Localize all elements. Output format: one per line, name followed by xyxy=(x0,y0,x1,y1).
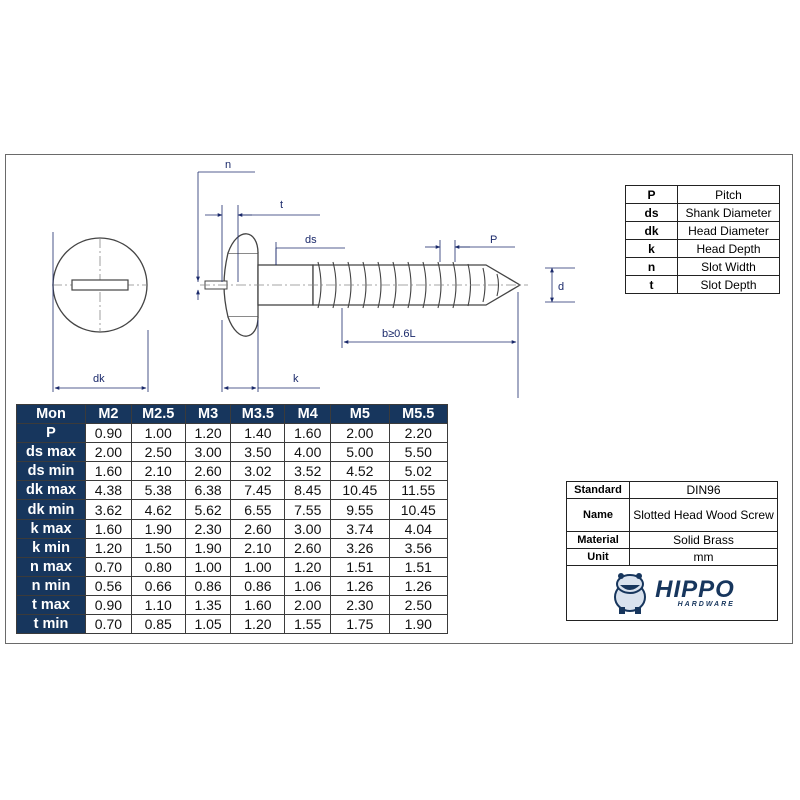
spec-row-label: n min xyxy=(17,576,86,595)
spec-cell: 0.86 xyxy=(231,576,285,595)
spec-cell: 2.30 xyxy=(185,519,231,538)
spec-cell: 5.62 xyxy=(185,500,231,519)
spec-row xyxy=(17,500,448,519)
dim-label-k: k xyxy=(293,373,299,385)
spec-cell: 10.45 xyxy=(331,481,389,500)
spec-cell: 0.70 xyxy=(86,557,132,576)
dimension-spec-table xyxy=(16,404,448,634)
spec-cell: 1.90 xyxy=(131,519,185,538)
spec-column-header: M5 xyxy=(331,405,389,424)
spec-cell: 1.10 xyxy=(131,595,185,614)
legend-symbol: dk xyxy=(626,222,678,240)
legend-meaning: Head Diameter xyxy=(678,222,780,240)
legend-meaning: Slot Depth xyxy=(678,276,780,294)
product-info-table xyxy=(566,481,778,621)
spec-row-label: t max xyxy=(17,595,86,614)
spec-cell: 1.06 xyxy=(285,576,331,595)
spec-row xyxy=(17,576,448,595)
spec-row xyxy=(17,557,448,576)
info-key: Name xyxy=(567,499,630,532)
spec-cell: 8.45 xyxy=(285,481,331,500)
legend-row xyxy=(626,240,780,258)
info-row-standard xyxy=(567,482,778,499)
spec-cell: 1.60 xyxy=(86,519,132,538)
screw-side-view xyxy=(200,234,528,336)
spec-column-header: M4 xyxy=(285,405,331,424)
spec-column-header: Mon xyxy=(17,405,86,424)
spec-cell: 2.10 xyxy=(131,462,185,481)
spec-cell: 3.62 xyxy=(86,500,132,519)
spec-cell: 5.50 xyxy=(389,443,447,462)
legend-meaning: Shank Diameter xyxy=(678,204,780,222)
spec-cell: 1.90 xyxy=(185,538,231,557)
spec-cell: 5.38 xyxy=(131,481,185,500)
spec-row xyxy=(17,538,448,557)
spec-cell: 1.51 xyxy=(389,557,447,576)
spec-row-label: t min xyxy=(17,615,86,634)
spec-cell: 3.26 xyxy=(331,538,389,557)
dim-label-p: P xyxy=(490,234,498,246)
dim-label-t: t xyxy=(280,199,284,211)
legend-row xyxy=(626,186,780,204)
legend-meaning: Slot Width xyxy=(678,258,780,276)
spec-cell: 5.02 xyxy=(389,462,447,481)
info-key: Material xyxy=(567,532,630,549)
spec-row xyxy=(17,481,448,500)
spec-cell: 10.45 xyxy=(389,500,447,519)
spec-cell: 0.70 xyxy=(86,615,132,634)
info-key: Unit xyxy=(567,549,630,566)
spec-cell: 7.45 xyxy=(231,481,285,500)
spec-cell: 1.26 xyxy=(389,576,447,595)
spec-cell: 2.60 xyxy=(285,538,331,557)
spec-cell: 0.80 xyxy=(131,557,185,576)
spec-cell: 1.60 xyxy=(86,462,132,481)
spec-cell: 2.50 xyxy=(131,443,185,462)
spec-cell: 2.00 xyxy=(285,595,331,614)
spec-cell: 1.00 xyxy=(131,424,185,443)
info-row-unit xyxy=(567,549,778,566)
spec-cell: 2.10 xyxy=(231,538,285,557)
spec-cell: 0.56 xyxy=(86,576,132,595)
spec-cell: 9.55 xyxy=(331,500,389,519)
spec-cell: 2.30 xyxy=(331,595,389,614)
spec-column-header: M3 xyxy=(185,405,231,424)
info-value: Slotted Head Wood Screw xyxy=(630,499,778,532)
symbol-legend-table xyxy=(625,185,780,294)
hippo-mascot-icon xyxy=(609,571,651,615)
legend-symbol: t xyxy=(626,276,678,294)
spec-cell: 1.05 xyxy=(185,615,231,634)
info-key: Standard xyxy=(567,482,630,499)
legend-symbol: n xyxy=(626,258,678,276)
spec-row xyxy=(17,615,448,634)
spec-column-header: M2 xyxy=(86,405,132,424)
info-value: mm xyxy=(630,549,778,566)
spec-cell: 1.75 xyxy=(331,615,389,634)
info-value: Solid Brass xyxy=(630,532,778,549)
spec-row-label: k max xyxy=(17,519,86,538)
legend-symbol: P xyxy=(626,186,678,204)
head-top-view xyxy=(52,232,148,392)
spec-cell: 0.86 xyxy=(185,576,231,595)
spec-row xyxy=(17,519,448,538)
spec-cell: 1.90 xyxy=(389,615,447,634)
spec-cell: 0.85 xyxy=(131,615,185,634)
spec-cell: 3.56 xyxy=(389,538,447,557)
spec-cell: 4.04 xyxy=(389,519,447,538)
spec-row-label: P xyxy=(17,424,86,443)
spec-cell: 3.50 xyxy=(231,443,285,462)
spec-column-header: M5.5 xyxy=(389,405,447,424)
spec-cell: 3.74 xyxy=(331,519,389,538)
spec-cell: 4.52 xyxy=(331,462,389,481)
dim-label-ds: ds xyxy=(305,234,317,246)
spec-column-header: M3.5 xyxy=(231,405,285,424)
legend-symbol: ds xyxy=(626,204,678,222)
spec-cell: 3.00 xyxy=(285,519,331,538)
spec-cell: 0.90 xyxy=(86,424,132,443)
spec-cell: 0.66 xyxy=(131,576,185,595)
spec-row xyxy=(17,595,448,614)
spec-cell: 3.00 xyxy=(185,443,231,462)
spec-cell: 2.50 xyxy=(389,595,447,614)
legend-meaning: Head Depth xyxy=(678,240,780,258)
spec-cell: 2.60 xyxy=(185,462,231,481)
spec-row xyxy=(17,462,448,481)
spec-cell: 1.20 xyxy=(231,615,285,634)
spec-cell: 1.20 xyxy=(285,557,331,576)
brand-logo xyxy=(567,566,778,621)
spec-cell: 2.00 xyxy=(331,424,389,443)
spec-row xyxy=(17,443,448,462)
spec-cell: 3.02 xyxy=(231,462,285,481)
spec-cell: 1.51 xyxy=(331,557,389,576)
spec-row-label: ds min xyxy=(17,462,86,481)
legend-row xyxy=(626,276,780,294)
spec-cell: 1.60 xyxy=(231,595,285,614)
dim-label-n: n xyxy=(225,159,232,171)
info-value: DIN96 xyxy=(630,482,778,499)
spec-row-label: k min xyxy=(17,538,86,557)
spec-row-label: dk max xyxy=(17,481,86,500)
spec-cell: 4.38 xyxy=(86,481,132,500)
spec-cell: 3.52 xyxy=(285,462,331,481)
spec-row-label: ds max xyxy=(17,443,86,462)
spec-cell: 1.50 xyxy=(131,538,185,557)
dim-label-dk: dk xyxy=(93,373,105,385)
spec-cell: 0.90 xyxy=(86,595,132,614)
spec-cell: 6.38 xyxy=(185,481,231,500)
spec-column-header: M2.5 xyxy=(131,405,185,424)
info-row-name xyxy=(567,499,778,532)
spec-header-row xyxy=(17,405,448,424)
spec-row-label: dk min xyxy=(17,500,86,519)
spec-cell: 4.00 xyxy=(285,443,331,462)
legend-row xyxy=(626,222,780,240)
spec-cell: 7.55 xyxy=(285,500,331,519)
spec-cell: 1.55 xyxy=(285,615,331,634)
spec-cell: 1.00 xyxy=(185,557,231,576)
spec-cell: 1.00 xyxy=(231,557,285,576)
spec-row xyxy=(17,424,448,443)
spec-cell: 1.20 xyxy=(185,424,231,443)
spec-cell: 1.20 xyxy=(86,538,132,557)
spec-cell: 4.62 xyxy=(131,500,185,519)
spec-cell: 1.60 xyxy=(285,424,331,443)
spec-cell: 1.40 xyxy=(231,424,285,443)
spec-cell: 6.55 xyxy=(231,500,285,519)
spec-cell: 1.35 xyxy=(185,595,231,614)
legend-row xyxy=(626,258,780,276)
dim-label-b: b≥0.6L xyxy=(382,328,416,340)
dim-label-d: d xyxy=(558,281,565,293)
legend-meaning: Pitch xyxy=(678,186,780,204)
spec-cell: 2.20 xyxy=(389,424,447,443)
brand-subtitle: HARDWARE xyxy=(677,600,735,608)
spec-cell: 1.26 xyxy=(331,576,389,595)
spec-cell: 2.00 xyxy=(86,443,132,462)
spec-cell: 11.55 xyxy=(389,481,447,500)
legend-symbol: k xyxy=(626,240,678,258)
spec-cell: 5.00 xyxy=(331,443,389,462)
info-row-material xyxy=(567,532,778,549)
spec-row-label: n max xyxy=(17,557,86,576)
legend-row xyxy=(626,204,780,222)
brand-name: HIPPO xyxy=(655,575,735,603)
spec-cell: 2.60 xyxy=(231,519,285,538)
